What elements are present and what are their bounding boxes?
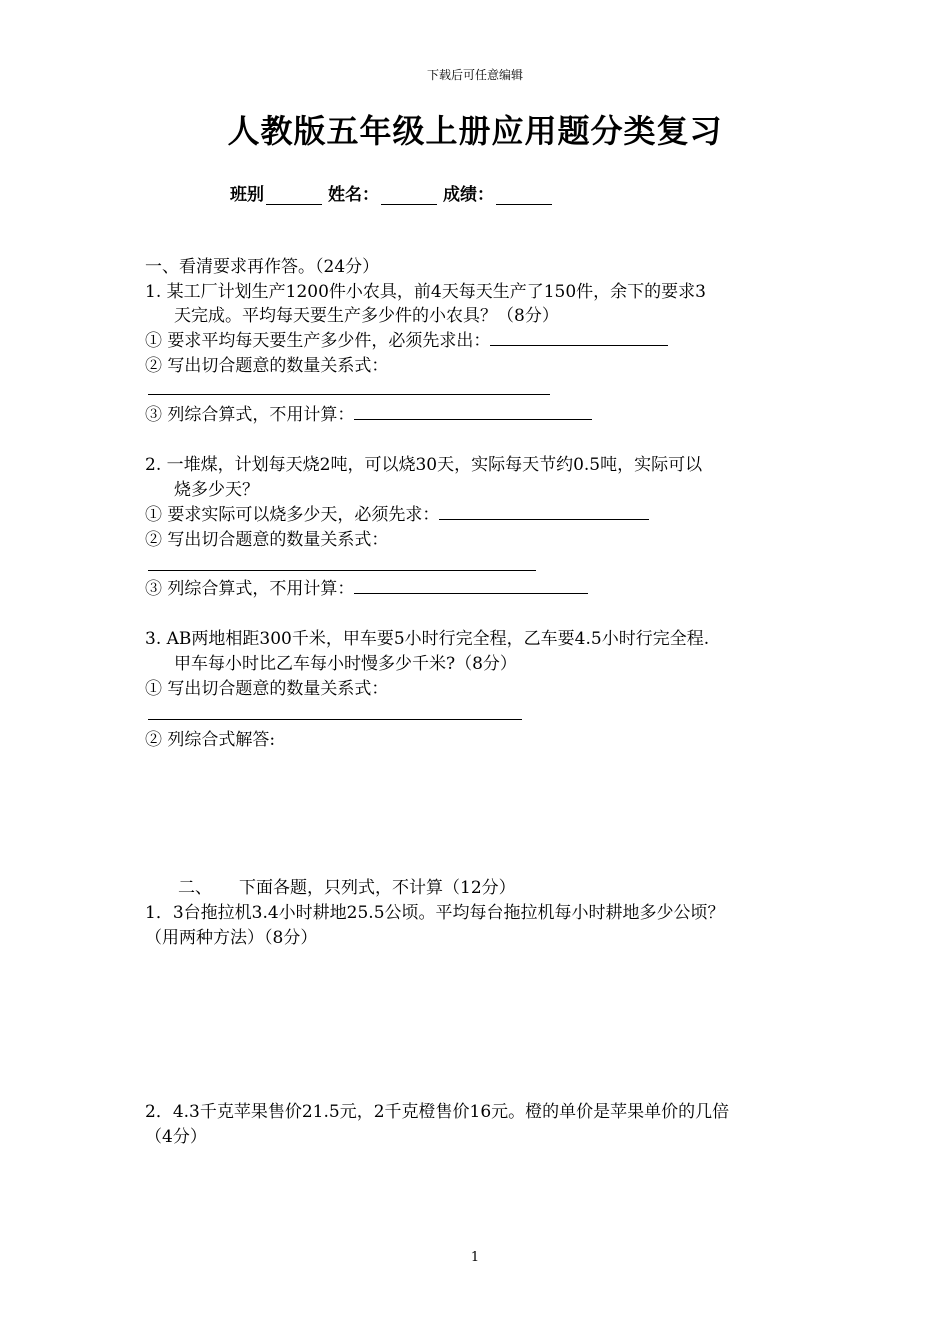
q3-line2: 甲车每小时比乙车每小时慢多少千米?（8分） <box>174 654 517 674</box>
q3-sub1-answer-line[interactable] <box>148 719 522 720</box>
student-info <box>230 180 558 205</box>
class-label: 班别 <box>230 185 264 205</box>
section2-heading: 二、 下面各题，只列式，不计算（12分） <box>178 878 516 898</box>
section1-heading: 一、看清要求再作答。（24分） <box>145 257 380 277</box>
q3-sub2: ② 列综合式解答: <box>145 730 276 750</box>
q3-sub1: ① 写出切合题意的数量关系式： <box>145 679 389 699</box>
page-title: 人教版五年级上册应用题分类复习 <box>227 112 723 150</box>
name-label: 姓名： <box>328 185 379 205</box>
q1-sub3-text: ③ 列综合算式，不用计算： <box>145 405 355 425</box>
s2-q1-line2: （用两种方法）（8分） <box>145 928 318 948</box>
q1-sub2-answer-line[interactable] <box>148 394 550 395</box>
q2-sub1-answer-line[interactable] <box>439 503 649 520</box>
q1-line1: 1. 某工厂计划生产1200件小农具，前4天每天生产了150件，余下的要求3 <box>145 282 706 302</box>
q2-line1: 2. 一堆煤，计划每天烧2吨，可以烧30天，实际每天节约0.5吨，实际可以 <box>145 455 703 475</box>
q2-sub2: ② 写出切合题意的数量关系式： <box>145 530 389 550</box>
q2-sub1 <box>145 503 649 527</box>
q1-sub1 <box>145 329 668 353</box>
q1-sub1-text: ① 要求平均每天要生产多少件，必须先求出： <box>145 331 491 351</box>
page-number: 1 <box>470 1250 480 1265</box>
q2-sub3 <box>145 577 588 601</box>
score-label: 成绩： <box>443 185 494 205</box>
s2-q2-line1: 2．4.3千克苹果售价21.5元，2千克橙售价16元。橙的单价是苹果单价的几倍 <box>145 1102 730 1122</box>
q2-line2: 烧多少天？ <box>174 480 259 500</box>
s2-q1-line1: 1．3台拖拉机3.4小时耕地25.5公顷。平均每台拖拉机每小时耕地多少公顷？ <box>145 903 725 923</box>
q3-line1: 3. AB两地相距300千米，甲车要5小时行完全程，乙车要4.5小时行完全程. <box>145 629 710 649</box>
name-field[interactable] <box>381 188 437 205</box>
header-note: 下载后可任意编辑 <box>426 68 523 82</box>
q1-sub2: ② 写出切合题意的数量关系式： <box>145 356 389 376</box>
q2-sub1-text: ① 要求实际可以烧多少天，必须先求： <box>145 505 440 525</box>
q1-sub1-answer-line[interactable] <box>490 329 668 346</box>
q1-sub3-answer-line[interactable] <box>354 403 592 420</box>
q2-sub2-answer-line[interactable] <box>148 570 536 571</box>
s2-q2-line2: （4分） <box>145 1127 207 1147</box>
class-field[interactable] <box>266 188 322 205</box>
score-field[interactable] <box>496 188 552 205</box>
q2-sub3-text: ③ 列综合算式，不用计算： <box>145 579 355 599</box>
q2-sub3-answer-line[interactable] <box>354 577 588 594</box>
q1-line2: 天完成。平均每天要生产多少件的小农具？（8分） <box>174 306 559 326</box>
q1-sub3 <box>145 403 592 427</box>
